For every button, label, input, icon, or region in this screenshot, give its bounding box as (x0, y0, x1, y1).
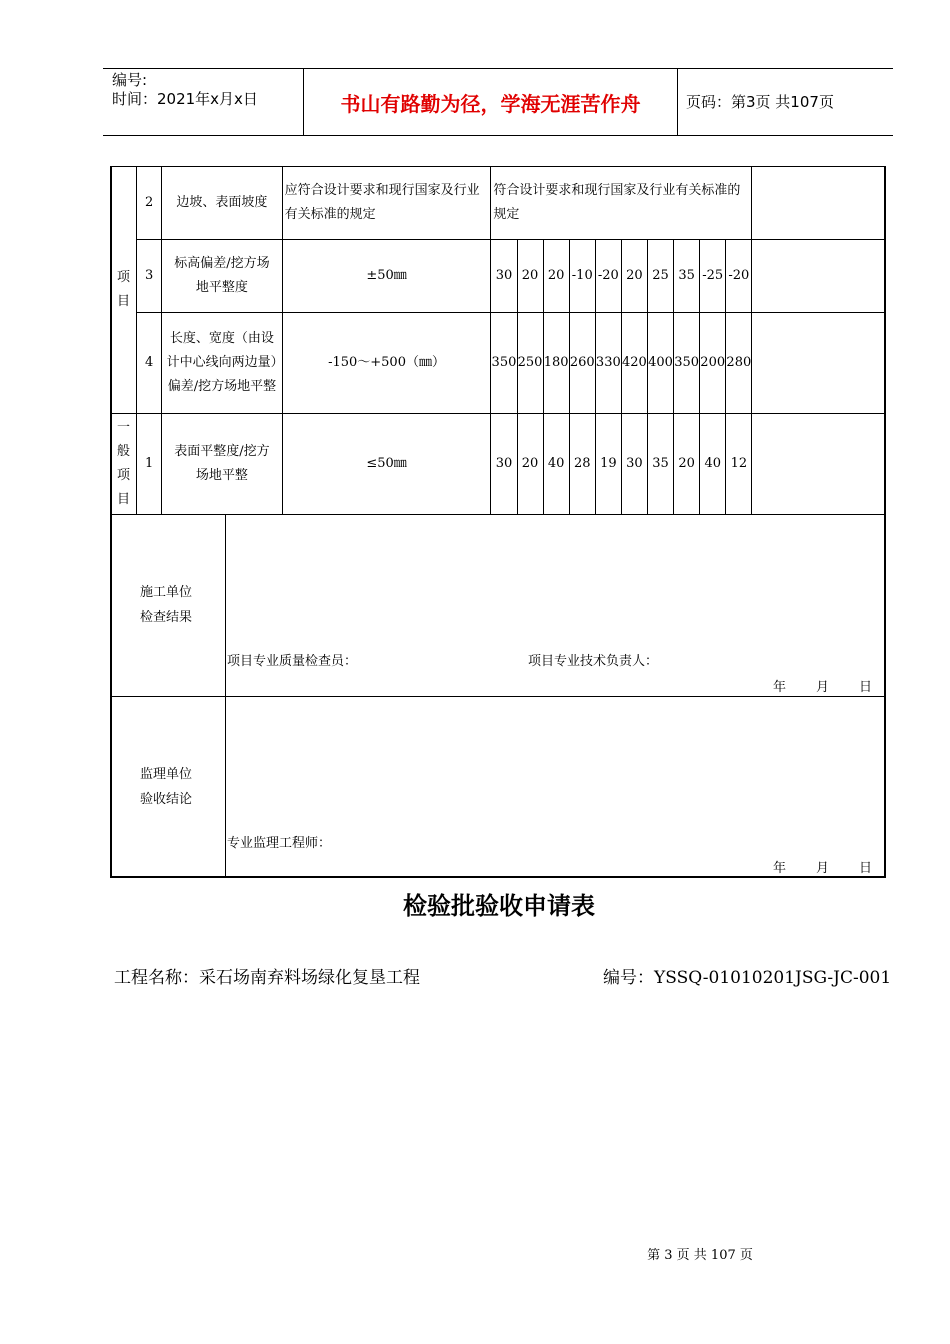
general-group-cell (111, 414, 137, 515)
measured-value: 20 (517, 240, 543, 313)
measured-value: 280 (726, 313, 752, 414)
measured-value: -20 (595, 240, 621, 313)
main-group-label: 项目 (117, 270, 131, 309)
measured-value: 28 (569, 414, 595, 515)
header-top-rule (103, 68, 893, 69)
measured-value: 350 (674, 313, 700, 414)
document-number: 编号：YSSQ-01010201JSG-JC-001 (603, 968, 892, 988)
remark-cell (752, 414, 885, 515)
date-month: 月 (816, 680, 830, 695)
measured-value: 20 (621, 240, 647, 313)
measured-value: 20 (517, 414, 543, 515)
signature-section (110, 514, 885, 878)
table-row (111, 167, 885, 240)
measured-value: 330 (595, 313, 621, 414)
measured-value: 400 (647, 313, 673, 414)
item-name: 表面平整度/挖方场地平整 (162, 414, 282, 515)
remark-cell (752, 240, 885, 313)
main-group-cell (111, 167, 137, 414)
date-day: 日 (859, 861, 873, 876)
item-name: 边坡、表面坡度 (162, 167, 282, 240)
header-time: 时间：2021年x月x日 (112, 90, 258, 108)
measured-value: 30 (491, 414, 517, 515)
row-number: 4 (137, 313, 162, 414)
date-year: 年 (773, 861, 787, 876)
standard-text: ≤50㎜ (282, 414, 491, 515)
item-name: 长度、宽度（由设计中心线向两边量）偏差/挖方场地平整 (162, 313, 282, 414)
measured-value: 35 (647, 414, 673, 515)
supervising-engineer-label: 专业监理工程师： (227, 836, 332, 851)
measured-value: 35 (674, 240, 700, 313)
measured-value: 260 (569, 313, 595, 414)
measured-value: 40 (543, 414, 569, 515)
measured-value: -25 (700, 240, 726, 313)
measured-value: -10 (569, 240, 595, 313)
measured-value: 20 (543, 240, 569, 313)
measured-value: 420 (621, 313, 647, 414)
form-title: 检验批验收申请表 (403, 892, 595, 920)
page-footer: 第 3 页 共 107 页 (647, 1248, 753, 1263)
date-day: 日 (859, 680, 873, 695)
measured-value: 200 (700, 313, 726, 414)
general-group-label: 一般项目 (117, 420, 131, 507)
header-code-label: 编号: (112, 71, 148, 89)
standard-text: -150～+500（㎜） (282, 313, 491, 414)
row-number: 1 (137, 414, 162, 515)
measured-value: 20 (674, 414, 700, 515)
item-name: 标高偏差/挖方场地平整度 (162, 240, 282, 313)
measured-value: 25 (647, 240, 673, 313)
measured-value: 40 (700, 414, 726, 515)
header-page-info: 页码：第3页 共107页 (686, 93, 834, 111)
header-motto: 书山有路勤为径，学海无涯苦作舟 (340, 92, 641, 116)
signature-divider (111, 696, 885, 697)
measured-value: 250 (517, 313, 543, 414)
measured-value: 350 (491, 313, 517, 414)
inspection-table (110, 166, 885, 515)
measured-value: -20 (726, 240, 752, 313)
header-bottom-rule (103, 135, 893, 136)
row-number: 2 (137, 167, 162, 240)
measured-value: 30 (621, 414, 647, 515)
remark-cell (752, 313, 885, 414)
project-name: 工程名称：采石场南弃料场绿化复垦工程 (114, 968, 420, 988)
row-number: 3 (137, 240, 162, 313)
date-month: 月 (816, 861, 830, 876)
table-row (111, 313, 885, 414)
table-row (111, 414, 885, 515)
standard-text: 应符合设计要求和现行国家及行业有关标准的规定 (282, 167, 491, 240)
tech-lead-label: 项目专业技术负责人： (528, 654, 659, 669)
quality-inspector-label: 项目专业质量检查员： (227, 654, 358, 669)
remark-cell (752, 167, 885, 240)
supervision-label: 监理单位验收结论 (140, 767, 193, 807)
date-year: 年 (773, 680, 787, 695)
measured-value: 30 (491, 240, 517, 313)
measured-value: 180 (543, 313, 569, 414)
measured-value: 19 (595, 414, 621, 515)
measured-value: 12 (726, 414, 752, 515)
construction-label: 施工单位检查结果 (140, 585, 193, 625)
result-text: 符合设计要求和现行国家及行业有关标准的规定 (491, 167, 752, 240)
standard-text: ±50㎜ (282, 240, 491, 313)
table-row (111, 240, 885, 313)
header-divider (677, 68, 678, 136)
